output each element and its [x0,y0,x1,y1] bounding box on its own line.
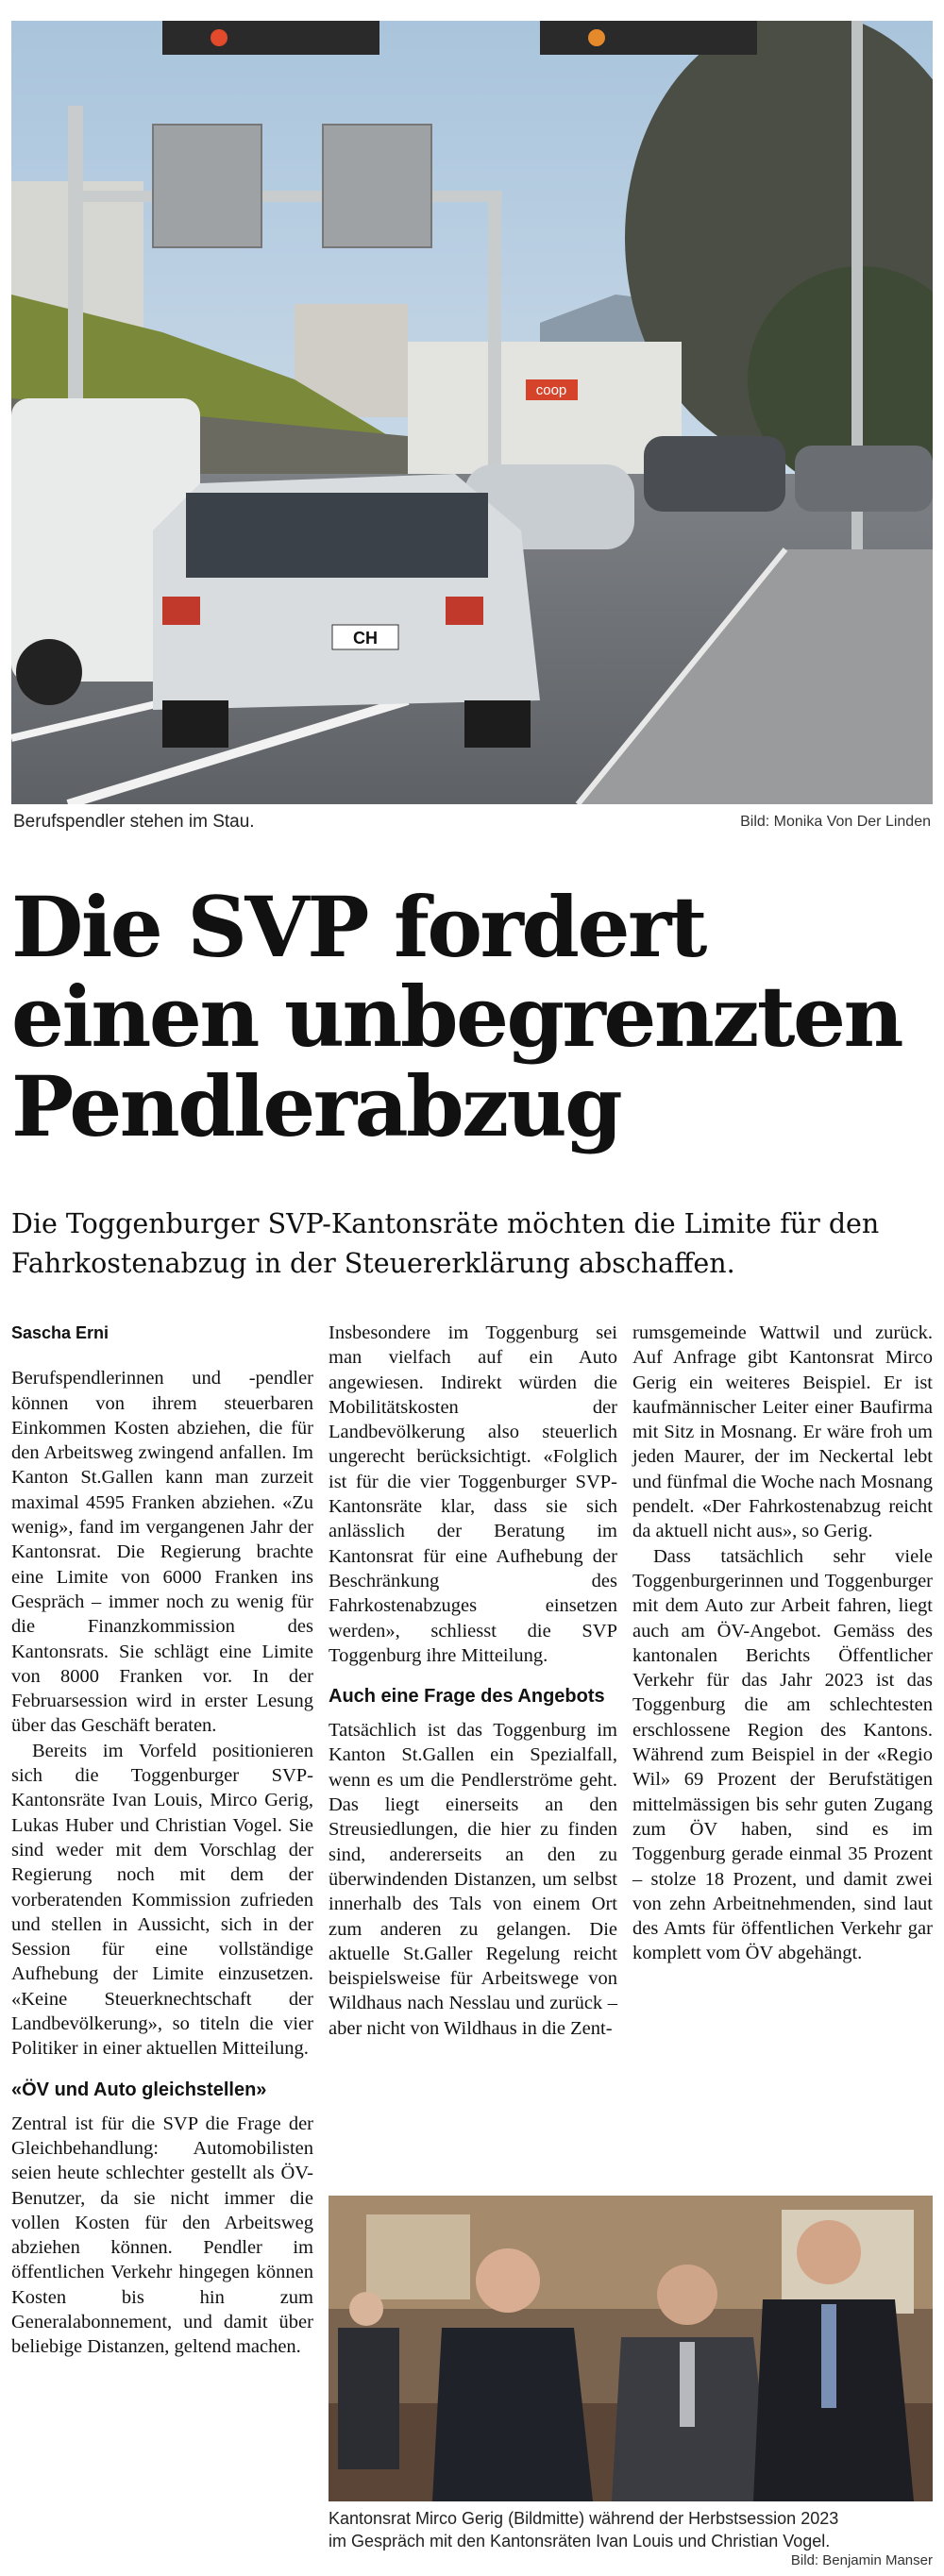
bottom-photo-credit: Bild: Benjamin Manser [790,2552,933,2568]
body-paragraph: Bereits im Vorfeld positionieren sich die Toggenburger SVP-Kantonsräte Ivan Louis, Mirco Gerig, Lukas Huber und Christian Vogel. Sie sind weder mit dem Vorschlag der Regierung noch mit dem der vorberatenden Kommission zufrieden und stellen in Aussicht, sich in der Session für eine vollständige Aufhebung der Limite einzusetzen. «Keine Steuerknechtschaft der Landbevölkerung», so titeln die vier Politiker in einer aktuellen Mitteilung. [11,1740,313,2060]
article-column-3 [632,1321,933,1966]
bottom-photo [329,2196,933,2501]
caption-line: Kantonsrat Mirco Gerig (Bildmitte) während der Herbstsession 2023 [329,2509,839,2528]
headline-line: einen unbegrenzten [11,968,902,1066]
top-photo [11,21,933,804]
top-photo-credit: Bild: Monika Von Der Linden [740,814,931,830]
politicians-photo [329,2196,933,2501]
author-byline: Sascha Erni [11,1323,110,1342]
article-column-2 [329,1321,617,2041]
body-paragraph: Dass tatsächlich sehr viele Toggenburgerinnen und Toggenburger mit dem Auto zur Arbeit fahren, liegt auch am ÖV-Angebot. Gemäss des kantonalen Berichts Öffentlicher Verkehr für das Jahr 2023 ist das Toggenburg die am schlechtesten erschlossene Region des Kantons. Während zum Beispiel in der «Regio Wil» 69 Prozent der Berufstätigen mittelmässigen bis sehr guten Zugang zum ÖV haben, sind es im Toggenburg gerade einmal 35 Prozent – stolze 18 Prozent, und damit zwei von zehn Arbeitnehmenden, sind laut des Amts für öffentlichen Verkehr gar komplett vom ÖV abgehängt. [632,1545,933,1964]
article-column-1 [11,1321,313,2360]
coop-sign: coop [535,382,567,398]
headline-line: Pendlerabzug [11,1057,621,1155]
traffic-jam-photo [11,21,933,804]
body-paragraph: Zentral ist für die SVP die Frage der Gleichbehandlung: Automobilisten seien heute schlechter gestellt als ÖV-Benutzer, da sie nicht immer die vollen Kosten für den Arbeitsweg abziehen können. Pendler im öffentlichen Verkehr hingegen können Kosten bis hin zum Generalabonnement, und damit über beliebige Distanzen, geltend machen. [11,2113,313,2358]
license-plate-text: CH [353,629,378,648]
subheading: Auch eine Frage des Angebots [329,1686,605,1708]
bottom-photo-caption [329,2507,933,2552]
lead-paragraph [11,1204,933,1284]
body-paragraph: Berufspendlerinnen und -pendler können von ihrem steuerbaren Einkommen Kosten abziehen, die für den Arbeitsweg zwingend anfallen. Im Kanton St.Gallen kann man zurzeit maximal 4595 Franken abziehen. «Zu wenig», fand im vergangenen Jahr der Kantonsrat. Die Regierung brachte eine Limite von 6000 Franken ins Gespräch – immer noch zu wenig für die Finanzkommission des Kantonsrats. Sie schlägt eine Limite von 8000 Franken vor. In der Februarsession wird in erster Lesung über das Geschäft beraten. [11,1368,313,1737]
headline [11,878,933,1155]
top-photo-caption-row [11,812,933,834]
caption-line: im Gespräch mit den Kantonsräten Ivan Louis und Christian Vogel. [329,2532,831,2551]
headline-line: Die SVP fordert [11,878,705,976]
lead-line: Die Toggenburger SVP-Kantonsräte möchten die Limite für den [11,1208,880,1239]
body-paragraph: rumsgemeinde Wattwil und zurück. Auf Anfrage gibt Kantonsrat Mirco Gerig ein weiteres Beispiel. Er ist kaufmännischer Leiter einer Baufirma mit Sitz in Mosnang. Er wäre froh um jeden Maurer, der im Neckertal lebt und fünfmal die Woche nach Mosnang pendelt. «Der Fahrkostenabzug reicht da aktuell nicht aus», so Gerig. [632,1322,933,1542]
subheading: «ÖV und Auto gleichstellen» [11,2079,267,2100]
body-paragraph: Tatsächlich ist das Toggenburg im Kanton St.Gallen ein Spezialfall, wenn es um die Pendlerströme geht. Das liegt einerseits an den Streusiedlungen, die hier zu finden sind, andererseits an den zu überwindenden Distanzen, um selbst innerhalb des Tals von einem Ort zum anderen zu gelangen. Die aktuelle St.Galler Regelung reicht beispielsweise für Arbeitswege von Wildhaus nach Nesslau und zurück – aber nicht von Wildhaus in die Zent- [329,1720,617,2039]
top-photo-caption: Berufspendler stehen im Stau. [13,812,255,832]
lead-line: Fahrkostenabzug in der Steuererklärung abschaffen. [11,1248,735,1279]
body-paragraph: Insbesondere im Toggenburg sei man vielfach auf ein Auto angewiesen. Indirekt würden die Mobilitätskosten der Landbevölkerung also steuerlich ungerecht berücksichtigt. «Folglich ist für die vier Toggenburger SVP-Kantonsräte klar, dass sie sich anlässlich der Beratung im Kantonsrat für eine Aufhebung der Beschränkung des Fahrkostenabzuges einsetzen werden», schliesst die SVP Toggenburg ihre Mitteilung. [329,1322,617,1666]
